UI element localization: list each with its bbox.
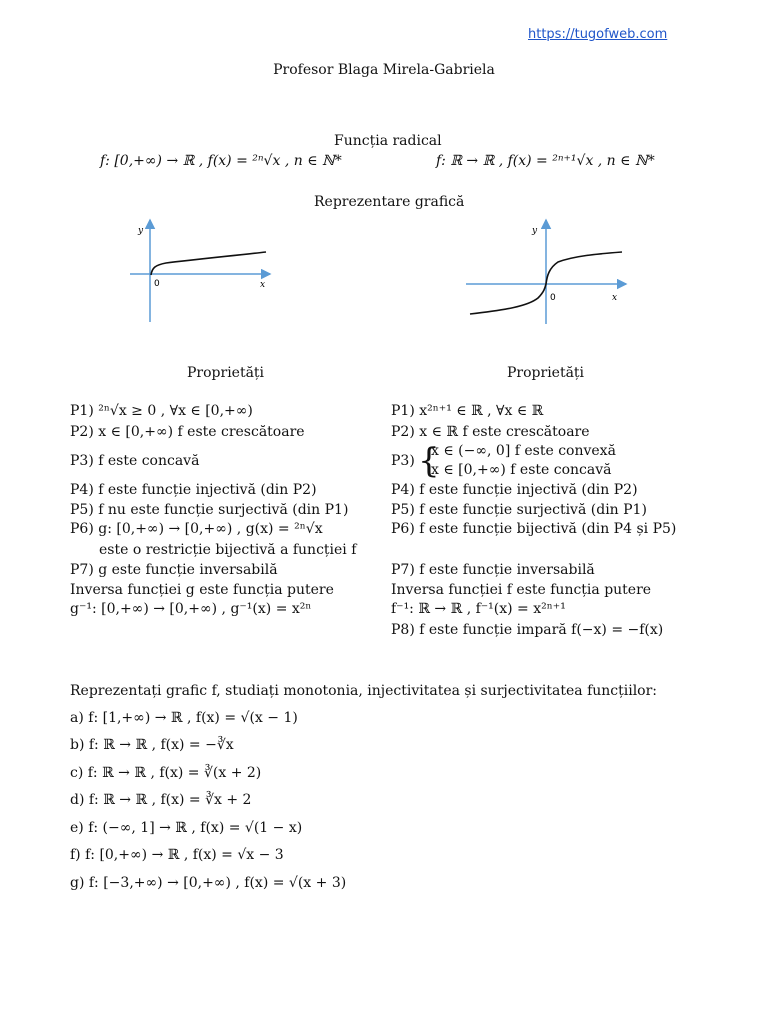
- exercise-item-e: e) f: (−∞, 1] → ℝ , f(x) = √(1 − x): [70, 820, 303, 836]
- graph-left-y-label: y: [138, 226, 144, 236]
- left-prop-1: P1) ²ⁿ√x ≥ 0 , ∀x ∈ [0,+∞): [70, 403, 253, 419]
- right-prop-8: P8) f este funcție impară f(−x) = −f(x): [391, 622, 664, 638]
- right-prop-5: P5) f este funcție surjectivă (din P1): [391, 502, 647, 518]
- header-link[interactable]: https://tugofweb.com: [528, 27, 668, 42]
- graph-right-y-label: y: [532, 226, 538, 236]
- right-inverse-text: Inversa funcției f este funcția putere: [391, 582, 652, 598]
- page-title: Funcția radical: [334, 133, 442, 149]
- right-prop-3-brace: {: [418, 441, 440, 481]
- exercise-item-d: d) f: ℝ → ℝ , f(x) = ∛x + 2: [70, 792, 252, 808]
- right-inverse-formula: f⁻¹: ℝ → ℝ , f⁻¹(x) = x²ⁿ⁺¹: [391, 601, 566, 617]
- graph-right-origin-label: 0: [550, 293, 556, 303]
- left-prop-3: P3) f este concavă: [70, 453, 200, 469]
- exercise-item-g: g) f: [−3,+∞) → [0,+∞) , f(x) = √(x + 3): [70, 875, 347, 891]
- graph-left: [130, 218, 280, 324]
- left-prop-6: P6) g: [0,+∞) → [0,+∞) , g(x) = ²ⁿ√x: [70, 521, 323, 537]
- right-prop-3-convex: x ∈ (−∞, 0] f este convexă: [431, 443, 616, 459]
- exercise-item-a: a) f: [1,+∞) → ℝ , f(x) = √(x − 1): [70, 710, 298, 726]
- right-prop-7: P7) f este funcție inversabilă: [391, 562, 595, 578]
- left-prop-6-continued: este o restricție bijectivă a funcției f: [99, 542, 357, 558]
- exercise-item-b: b) f: ℝ → ℝ , f(x) = −∛x: [70, 737, 234, 753]
- left-inverse-text: Inversa funcției g este funcția putere: [70, 582, 334, 598]
- right-prop-6: P6) f este funcție bijectivă (din P4 și P5): [391, 521, 677, 537]
- graph-right: [466, 218, 632, 326]
- right-prop-4: P4) f este funcție injectivă (din P2): [391, 482, 638, 498]
- graph-left-curve: [151, 252, 266, 275]
- author-name: Profesor Blaga Mirela-Gabriela: [273, 62, 495, 78]
- left-prop-7: P7) g este funcție inversabilă: [70, 562, 278, 578]
- exercise-prompt: Reprezentați grafic f, studiați monotonia, injectivitatea și surjectivitatea funcțiilor:: [70, 683, 658, 699]
- exercise-item-f: f) f: [0,+∞) → ℝ , f(x) = √x − 3: [70, 847, 284, 863]
- props-heading-left: Proprietăți: [187, 365, 265, 381]
- exercise-item-c: c) f: ℝ → ℝ , f(x) = ∛(x + 2): [70, 765, 262, 781]
- graph-left-x-label: x: [260, 280, 266, 290]
- definition-right: f: ℝ → ℝ , f(x) = ²ⁿ⁺¹√x , n ∈ ℕ*: [436, 153, 655, 169]
- right-prop-3-concave: x ∈ [0,+∞) f este concavă: [431, 462, 612, 478]
- left-prop-5: P5) f nu este funcție surjectivă (din P1): [70, 502, 349, 518]
- left-prop-2: P2) x ∈ [0,+∞) f este crescătoare: [70, 424, 305, 440]
- definition-left: f: [0,+∞) → ℝ , f(x) = ²ⁿ√x , n ∈ ℕ*: [100, 153, 342, 169]
- graph-right-x-label: x: [612, 293, 618, 303]
- right-prop-1: P1) x²ⁿ⁺¹ ∈ ℝ , ∀x ∈ ℝ: [391, 403, 544, 419]
- right-prop-3-label: P3): [391, 453, 415, 469]
- left-prop-4: P4) f este funcție injectivă (din P2): [70, 482, 317, 498]
- props-heading-right: Proprietăți: [507, 365, 585, 381]
- left-inverse-formula: g⁻¹: [0,+∞) → [0,+∞) , g⁻¹(x) = x²ⁿ: [70, 601, 312, 617]
- right-prop-2: P2) x ∈ ℝ f este crescătoare: [391, 424, 590, 440]
- graph-left-origin-label: 0: [154, 279, 160, 289]
- graph-heading: Reprezentare grafică: [314, 194, 465, 210]
